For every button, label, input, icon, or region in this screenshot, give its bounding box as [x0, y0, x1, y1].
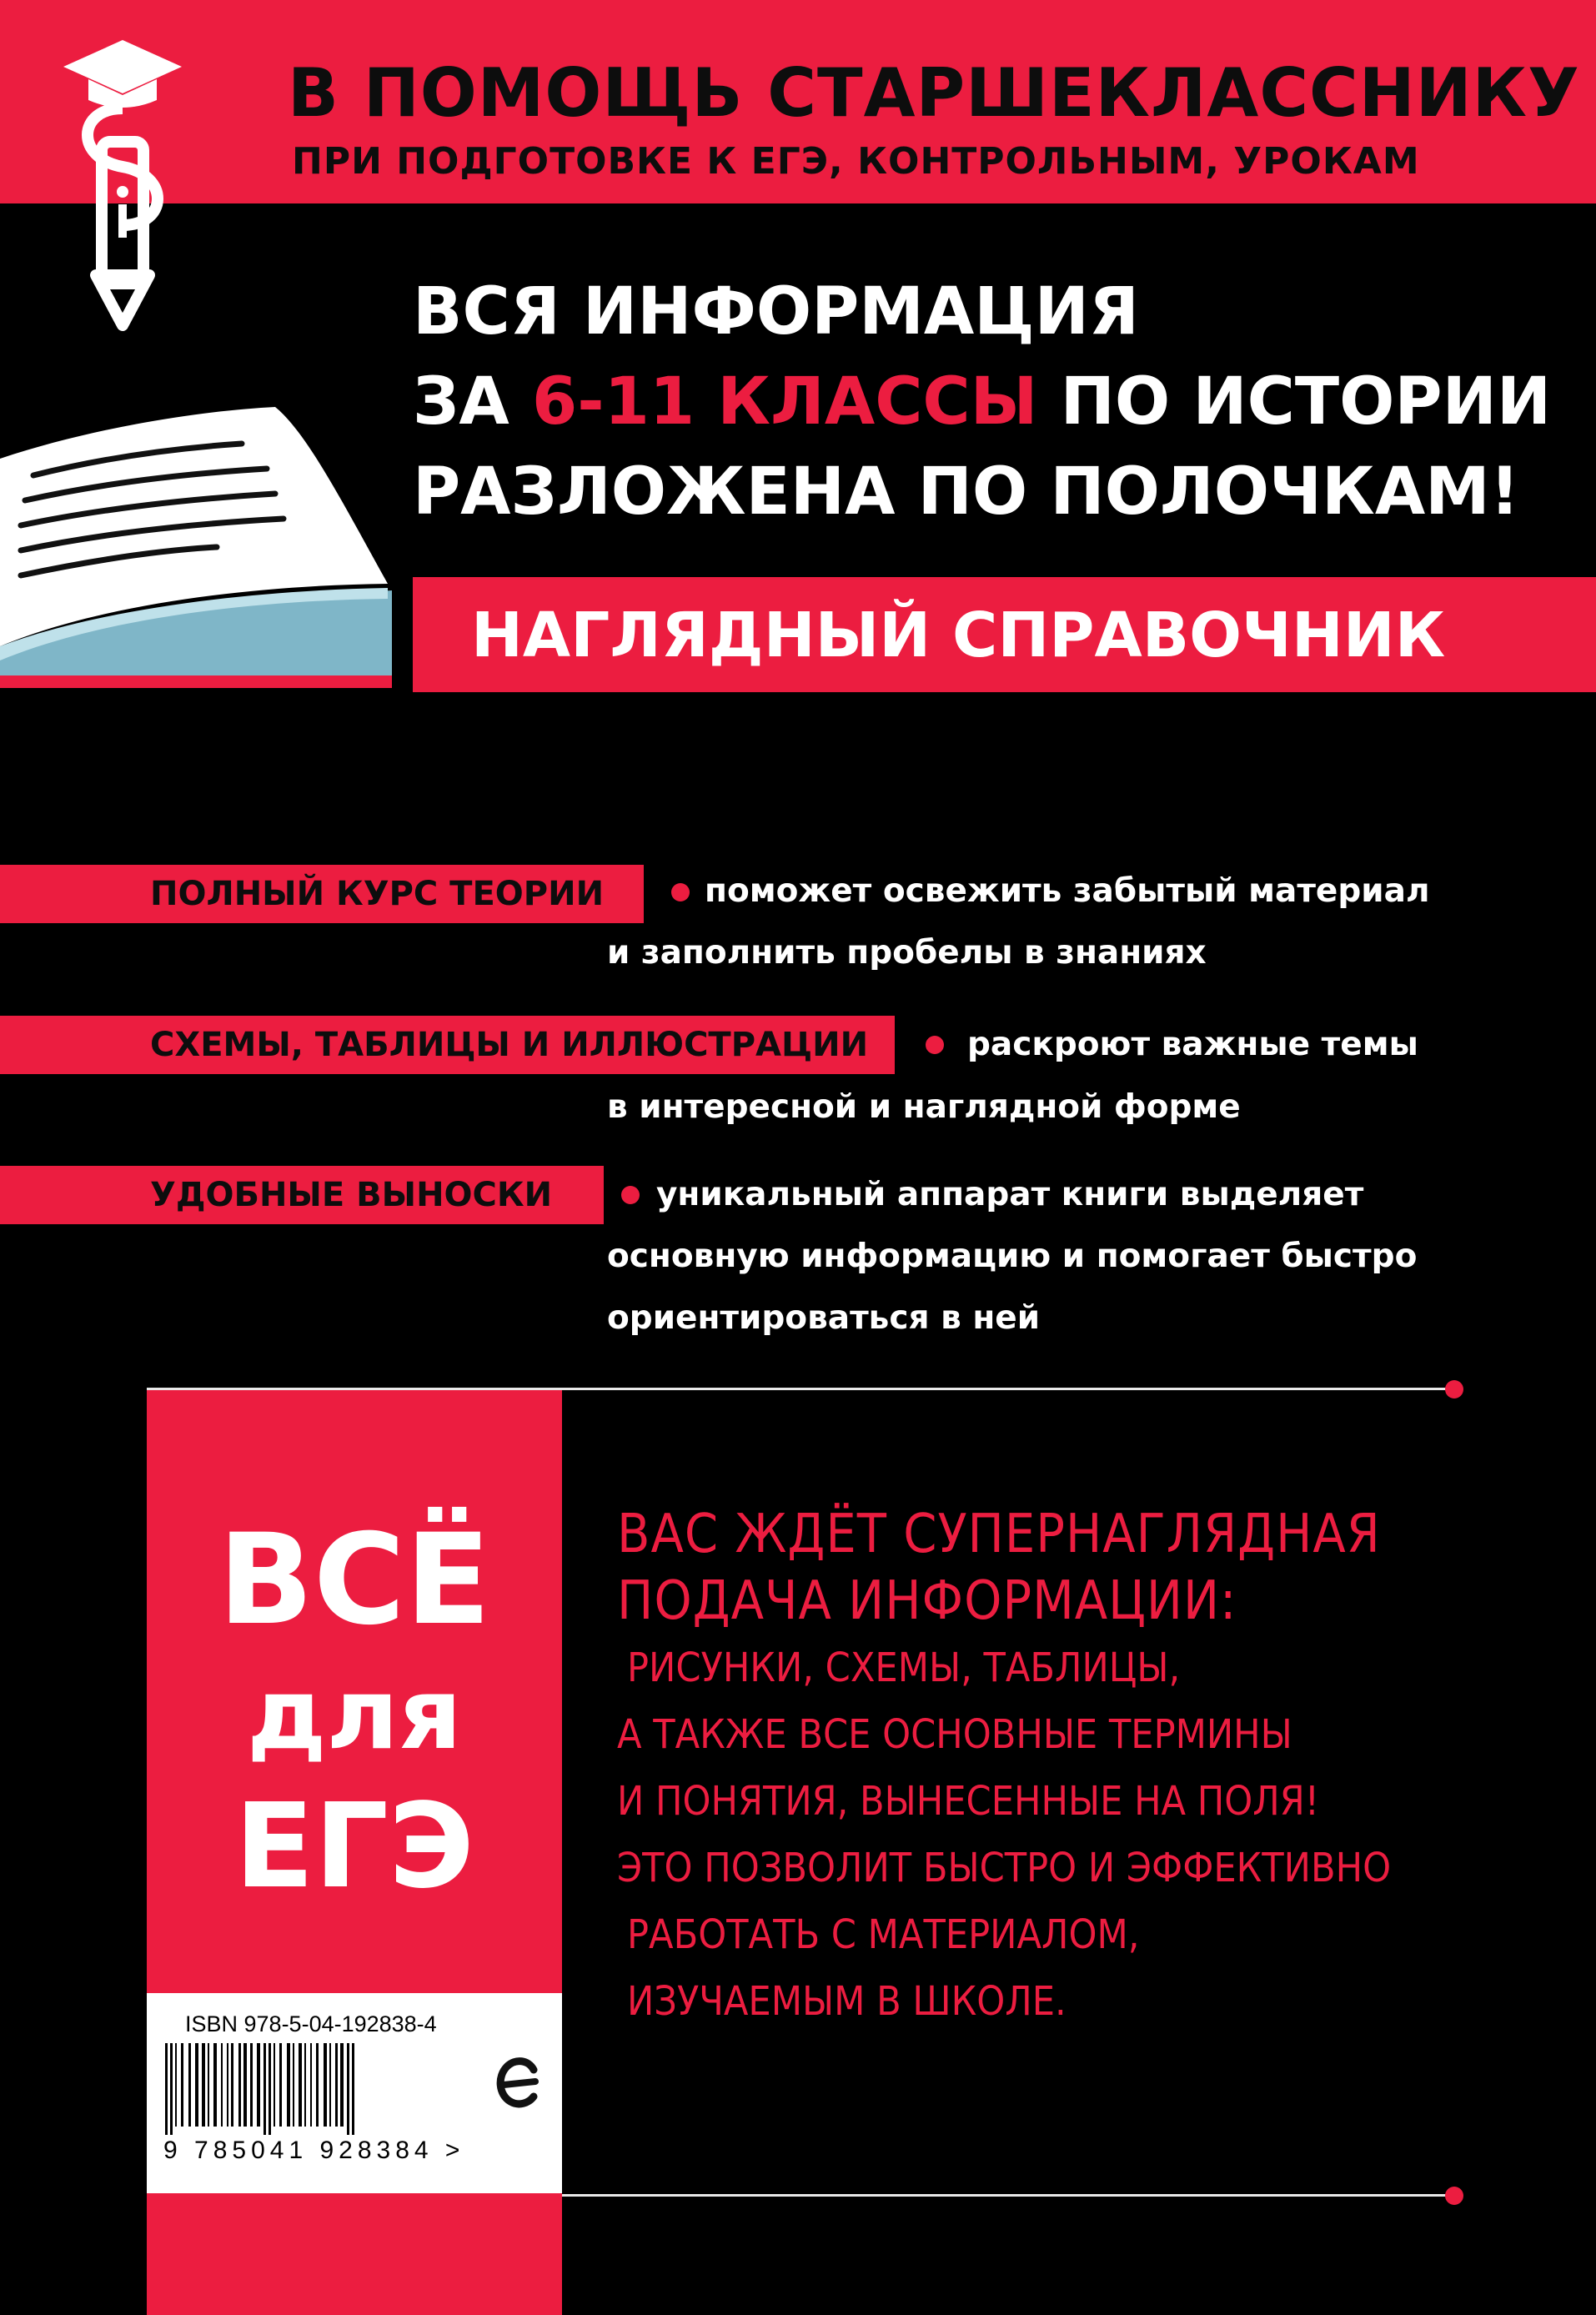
feature-text: раскроют важные темы	[967, 1026, 1418, 1063]
pencil-graduation-cap-icon	[60, 33, 185, 342]
promo-line: РИСУНКИ, СХЕМЫ, ТАБЛИЦЫ,	[627, 1645, 1181, 1691]
feature-text: уникальный аппарат книги выделяет	[656, 1176, 1364, 1213]
barcode-bar	[347, 2043, 349, 2135]
barcode-bar	[170, 2043, 173, 2135]
barcode-bar	[329, 2043, 331, 2127]
promo-line: ИЗУЧАЕМЫМ В ШКОЛЕ.	[627, 1978, 1067, 2025]
divider-top	[147, 1388, 1456, 1390]
promo-line: РАБОТАТЬ С МАТЕРИАЛОМ,	[627, 1911, 1140, 1958]
barcode-bar	[299, 2043, 302, 2127]
feature-text: поможет освежить забытый материал	[705, 872, 1430, 910]
promo-line: ПОДАЧА ИНФОРМАЦИИ:	[617, 1570, 1237, 1632]
barcode-bar	[221, 2043, 223, 2127]
bullet-icon	[671, 883, 690, 901]
side-panel-line-3: ЕГЭ	[234, 1779, 474, 1915]
feature-text: основную информацию и помогает быстро	[607, 1238, 1418, 1275]
promo-line: А ТАКЖЕ ВСЕ ОСНОВНЫЕ ТЕРМИНЫ	[617, 1711, 1292, 1758]
promo-text	[617, 1501, 1584, 2035]
isbn-text: ISBN 978-5-04-192838-4	[185, 2011, 437, 2036]
barcode-bar	[175, 2043, 177, 2127]
grade-range: 6-11 КЛАССЫ	[531, 364, 1038, 439]
feature-text: в интересной и наглядной форме	[607, 1088, 1241, 1126]
series-subtitle: ПРИ ПОДГОТОВКЕ К ЕГЭ, КОНТРОЛЬНЫМ, УРОКАМ	[292, 140, 1420, 183]
headline-line-2: ЗА 6-11 КЛАССЫ ПО ИСТОРИИ	[413, 364, 1552, 439]
barcode-bar	[279, 2043, 282, 2127]
barcode-bar	[324, 2043, 327, 2127]
barcode-bar	[316, 2043, 319, 2127]
headline-line-3: РАЗЛОЖЕНА ПО ПОЛОЧКАМ!	[413, 454, 1520, 530]
feature-text: ориентироваться в ней	[607, 1299, 1041, 1337]
barcode-bar	[274, 2043, 275, 2127]
barcode-bar	[202, 2043, 205, 2127]
headline	[413, 267, 1580, 537]
barcode-bar	[310, 2043, 312, 2127]
barcode-bars	[165, 2043, 482, 2135]
barcode-bar	[257, 2043, 260, 2127]
divider-dot	[1445, 1380, 1463, 1399]
feature-tag-label: СХЕМЫ, ТАБЛИЦЫ И ИЛЛЮСТРАЦИИ	[150, 1026, 869, 1064]
barcode-bar	[188, 2043, 191, 2127]
barcode-bar	[269, 2043, 271, 2135]
side-panel-line-2: для	[247, 1656, 462, 1771]
side-panel-line-1: ВСЁ	[218, 1508, 491, 1653]
reference-banner-text: НАГЛЯДНЫЙ СПРАВОЧНИК	[471, 600, 1446, 671]
barcode-digits: 9 785041 928384 >	[163, 2137, 465, 2164]
bullet-icon	[926, 1036, 944, 1054]
feature-tag-label: УДОБНЫЕ ВЫНОСКИ	[150, 1176, 553, 1214]
headline-line-1: ВСЯ ИНФОРМАЦИЯ	[413, 274, 1139, 349]
barcode-bar	[213, 2043, 217, 2127]
divider-dot	[1445, 2187, 1463, 2205]
barcode-bar	[304, 2043, 306, 2127]
barcode-bar	[238, 2043, 241, 2127]
feature-tag-label: ПОЛНЫЙ КУРС ТЕОРИИ	[150, 875, 605, 913]
barcode-bar	[195, 2043, 198, 2127]
barcode-bar	[181, 2043, 183, 2127]
promo-line: И ПОНЯТИЯ, ВЫНЕСЕННЫЕ НА ПОЛЯ!	[617, 1778, 1320, 1825]
eksmo-e-icon	[492, 2051, 545, 2118]
barcode-bar	[263, 2043, 266, 2135]
series-title: В ПОМОЩЬ СТАРШЕКЛАССНИКУ	[288, 54, 1580, 132]
barcode-bar	[227, 2043, 228, 2127]
feature-text: и заполнить пробелы в знаниях	[607, 934, 1207, 972]
barcode-bar	[352, 2043, 354, 2135]
barcode-bar	[250, 2043, 253, 2127]
barcode-bar	[340, 2043, 344, 2127]
barcode-bar	[208, 2043, 209, 2127]
barcode-bar	[231, 2043, 233, 2127]
barcode-bar	[293, 2043, 294, 2127]
barcode-bar	[165, 2043, 168, 2135]
barcode-bar	[243, 2043, 247, 2127]
barcode-bar	[335, 2043, 338, 2127]
promo-line: ВАС ЖДЁТ СУПЕРНАГЛЯДНАЯ	[617, 1504, 1381, 1565]
bullet-icon	[621, 1186, 640, 1204]
open-book-icon	[0, 400, 400, 701]
barcode-bar	[287, 2043, 290, 2127]
promo-line: ЭТО ПОЗВОЛИТ БЫСТРО И ЭФФЕКТИВНО	[617, 1845, 1392, 1891]
divider-bottom	[562, 2194, 1456, 2197]
